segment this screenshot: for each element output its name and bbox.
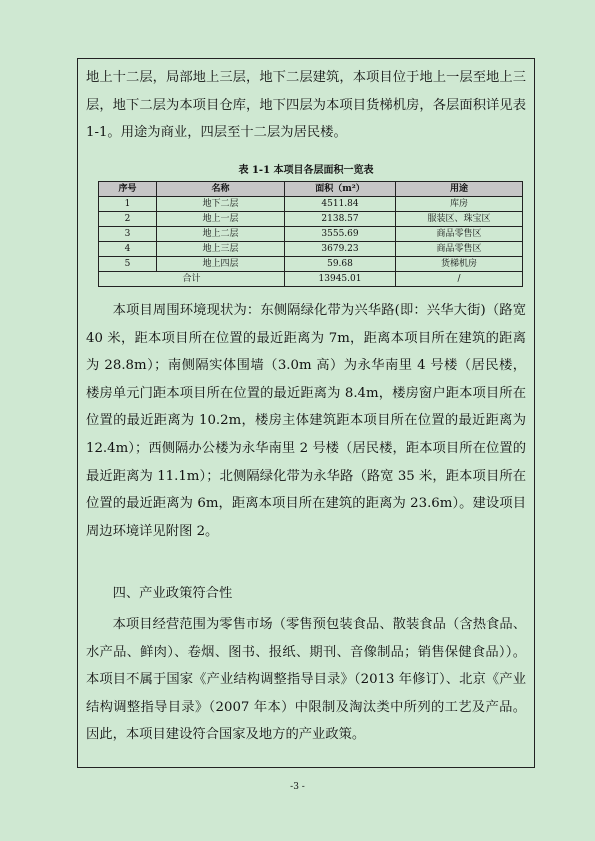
cell-name: 地上四层 [157, 257, 285, 272]
cell-name: 地上一层 [157, 212, 285, 227]
paragraph-floors-intro: 地上十二层，局部地上三层，地下二层建筑，本项目位于地上一层至地上三层，地下二层为本项目仓库，地下四层为本项目货梯机房，各层面积详见表 1-1。用途为商业，四层至十二层为居民楼。 [86, 70, 526, 141]
cell-area: 3679.23 [285, 242, 396, 257]
cell-use: 服装区、珠宝区 [396, 212, 523, 227]
total-area: 13945.01 [285, 272, 396, 287]
cell-name: 地上三层 [157, 242, 285, 257]
cell-use: 商品零售区 [396, 242, 523, 257]
cell-area: 2138.57 [285, 212, 396, 227]
paragraph-surroundings: 本项目周围环境现状为：东侧隔绿化带为兴华路(即：兴华大街)（路宽 40 米，距本项目所在位置的最近距离为 7m，距离本项目所在建筑的距离为 28.8m）；南侧隔实体围墙（3.0m 高）为永华南里 4 号楼（居民楼，楼房单元门距本项目所在位置的最近距离为 8.4m，楼房窗户距本项目所在位置的最近距离为 10.2m，楼房主体建筑距本项目所在位置的最近距离为 12.4m）；西侧隔办公楼为永华南里 2 号楼（居民楼，距本项目所在位置的最近距离为 11.1m）；北侧隔绿化带为永华路（路宽 35 米，距本项目所在位置的最近距离为 6m，距离本项目所在建筑的距离为 23.6m）。建设项目周边环境详见附图 2。 [86, 303, 526, 539]
section-heading-text: 四、产业政策符合性 [112, 586, 233, 601]
table-header-row [99, 182, 523, 197]
paragraph-industry-policy: 本项目经营范围为零售市场（零售预包装食品、散装食品（含热食品、水产品、鲜肉）、卷烟、图书、报纸、期刊、音像制品；销售保健食品））。本项目不属于国家《产业结构调整指导目录》（2013 年修订）、北京《产业结构调整指导目录》（2007 年本）中限制及淘汰类中所列的工艺及产品。因此，本项目建设符合国家及地方的产业政策。 [86, 617, 526, 743]
section-heading-industry-policy [86, 580, 526, 608]
cell-area: 4511.84 [285, 197, 396, 212]
cell-area: 3555.69 [285, 227, 396, 242]
cell-index: 5 [99, 257, 157, 272]
cell-area: 59.68 [285, 257, 396, 272]
cell-index: 4 [99, 242, 157, 257]
page-number: -3 - [290, 782, 305, 792]
col-header-use: 用途 [396, 182, 523, 197]
total-use: / [396, 272, 523, 287]
floor-area-table [98, 181, 523, 287]
cell-use: 库房 [396, 197, 523, 212]
cell-use: 货梯机房 [396, 257, 523, 272]
table-total-row [99, 272, 523, 287]
cell-index: 3 [99, 227, 157, 242]
cell-name: 地下二层 [157, 197, 285, 212]
col-header-index: 序号 [99, 182, 157, 197]
table-row [99, 227, 523, 242]
table-row [99, 257, 523, 272]
table-row [99, 197, 523, 212]
cell-name: 地上二层 [157, 227, 285, 242]
total-label: 合计 [99, 272, 285, 287]
col-header-area: 面积（m²） [285, 182, 396, 197]
table-row [99, 242, 523, 257]
col-header-name: 名称 [157, 182, 285, 197]
table-caption: 表 1-1 本项目各层面积一览表 [238, 165, 374, 176]
cell-index: 1 [99, 197, 157, 212]
cell-use: 商品零售区 [396, 227, 523, 242]
table-row [99, 212, 523, 227]
cell-index: 2 [99, 212, 157, 227]
